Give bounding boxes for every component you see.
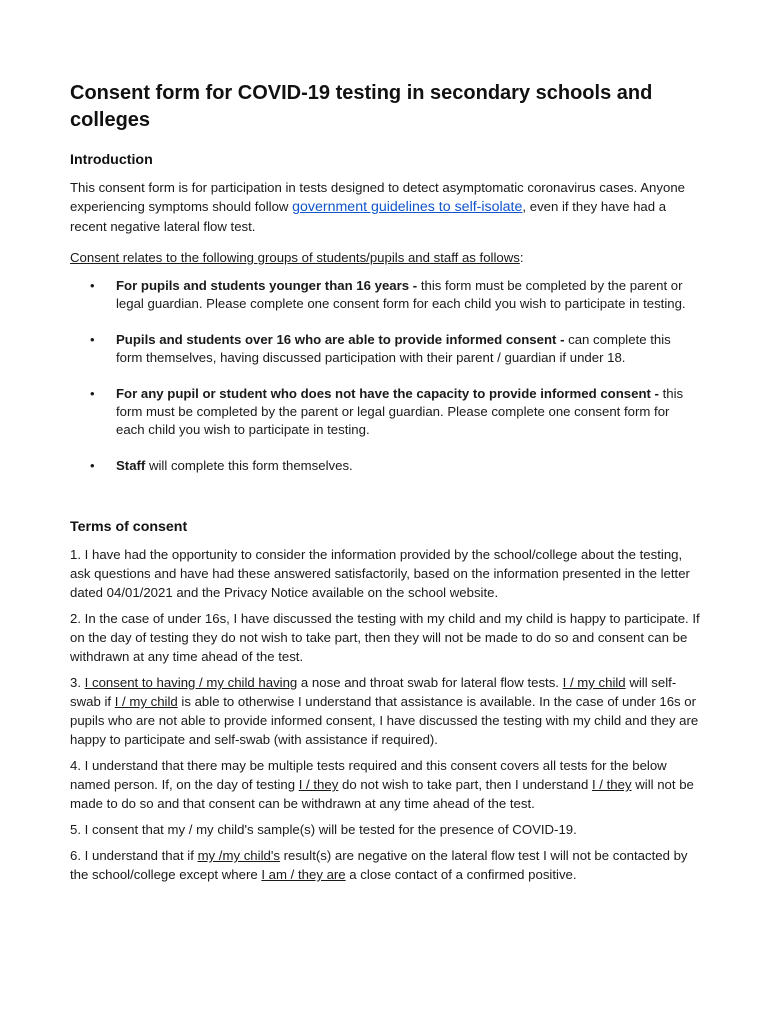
term-3-option-1: I consent to having / my child having xyxy=(84,675,298,690)
bullet-icon: • xyxy=(90,278,95,293)
intro-text-end: , even if they have had a recent negative lateral flow test. xyxy=(70,199,667,234)
list-item xyxy=(70,385,700,439)
page-title: Consent form for COVID-19 testing in secondary schools and colleges xyxy=(70,82,653,131)
group-description: this form must be completed by the parent or legal guardian. Please complete one consent form for each child you wish to participate in testing. xyxy=(116,386,684,437)
introduction-heading: Introduction xyxy=(70,152,153,168)
list-item xyxy=(70,331,700,367)
bullet-icon: • xyxy=(90,332,95,347)
term-6-text-3: a close contact of a confirmed positive. xyxy=(345,867,577,882)
intro-text-start: This consent form is for participation in tests designed to detect asymptomatic coronavirus cases. Anyone experiencing symptoms should follow xyxy=(70,180,685,214)
term-1: 1. I have had the opportunity to consider the information provided by the school/college about the testing, ask questions and have had these answered satisfactorily, based on the information presented in the letter dated 04/01/2021 and the Privacy Notice available on the school website. xyxy=(70,547,690,600)
introduction-paragraph xyxy=(70,178,700,236)
term-6 xyxy=(70,846,700,884)
list-item xyxy=(70,457,700,475)
term-4-text-1: 4. I understand that there may be multiple tests required and this consent covers all tests for the below named person. If, on the day of testing xyxy=(70,758,667,792)
group-title: For any pupil or student who does not have the capacity to provide informed consent - xyxy=(116,386,663,401)
group-title: Staff xyxy=(116,458,146,473)
groups-lead xyxy=(70,248,700,267)
term-3-text-2: will self-swab if xyxy=(70,675,677,709)
consent-groups-list xyxy=(70,277,700,475)
term-4 xyxy=(70,756,700,813)
groups-lead-text: Consent relates to the following groups of students/pupils and staff as follows xyxy=(70,250,520,265)
list-item xyxy=(70,277,700,313)
bullet-icon: • xyxy=(90,386,95,401)
group-description: can complete this form themselves, having discussed participation with their parent / guardian if under 18. xyxy=(116,332,671,365)
term-3-number: 3. xyxy=(70,675,85,690)
term-5: 5. I consent that my / my child's sample(s) will be tested for the presence of COVID-19. xyxy=(70,822,577,837)
term-2: 2. In the case of under 16s, I have discussed the testing with my child and my child is happy to participate. If on the day of testing they do not wish to take part, then they will not be made to do so and consent can be withdrawn at any time ahead of the test. xyxy=(70,611,700,664)
term-6-text-1: 6. I understand that if xyxy=(70,848,198,863)
term-4-option-1: I / they xyxy=(298,777,339,792)
group-title: Pupils and students over 16 who are able to provide informed consent - xyxy=(116,332,569,347)
bullet-icon: • xyxy=(90,458,95,473)
terms-heading: Terms of consent xyxy=(70,519,188,535)
term-3-option-2: I / my child xyxy=(562,675,626,690)
term-3-text-3: is able to otherwise I understand that assistance is available. In the case of under 16s or pupils who are not able to provide informed consent, I have discussed the testing with my child and they are happy to participate and self-swab (with assistance if required). xyxy=(70,694,699,747)
term-3 xyxy=(70,673,700,749)
term-4-text-3: will not be made to do so and that consent can be withdrawn at any time ahead of the test. xyxy=(70,777,694,811)
term-4-text-2: do not wish to take part, then I understand xyxy=(338,777,592,792)
term-3-text-1: a nose and throat swab for lateral flow tests. xyxy=(297,675,563,690)
term-3-option-3: I / my child xyxy=(114,694,178,709)
group-description: this form must be completed by the parent or legal guardian. Please complete one consent form for each child you wish to participate in testing. xyxy=(116,278,686,311)
term-6-option-2: I am / they are xyxy=(261,867,346,882)
section-spacer xyxy=(70,489,700,519)
group-title: For pupils and students younger than 16 years - xyxy=(116,278,421,293)
term-6-text-2: result(s) are negative on the lateral flow test I will not be contacted by the school/college except where xyxy=(70,848,688,882)
group-description: will complete this form themselves. xyxy=(145,458,353,473)
document-page xyxy=(70,80,700,891)
term-6-option-1: my /my child's xyxy=(197,848,280,863)
self-isolate-guidelines-link[interactable]: government guidelines to self-isolate xyxy=(292,199,523,215)
term-4-option-2: I / they xyxy=(591,777,632,792)
groups-lead-colon: : xyxy=(519,250,524,265)
